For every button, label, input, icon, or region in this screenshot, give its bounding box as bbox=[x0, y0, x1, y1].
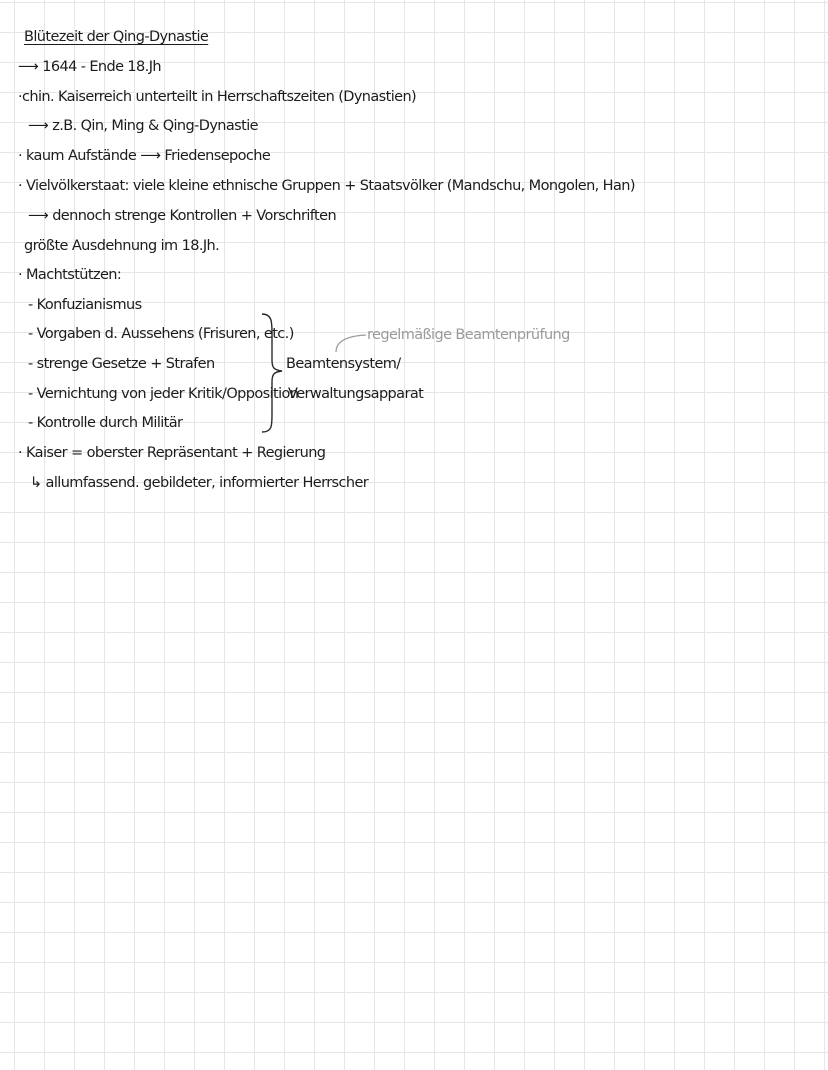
note-line: ⟶ 1644 - Ende 18.Jh bbox=[18, 59, 161, 75]
note-line: · Vielvölkerstaat: viele kleine ethnische Gruppen + Staatsvölker (Mandschu, Mongolen, Han) bbox=[18, 178, 635, 194]
note-line: ↳ allumfassend. gebildeter, informierter Herrscher bbox=[30, 475, 369, 491]
list-item: - Vernichtung von jeder Kritik/Opposition bbox=[28, 386, 299, 402]
note-line: · Machtstützen: bbox=[18, 267, 122, 283]
curved-arrow-icon bbox=[332, 332, 368, 354]
bracket-label: Beamtensystem/ bbox=[286, 356, 401, 372]
note-line: ·chin. Kaiserreich unterteilt in Herrschaftszeiten (Dynastien) bbox=[18, 89, 417, 105]
note-line: ⟶ dennoch strenge Kontrollen + Vorschriften bbox=[28, 208, 337, 224]
list-item: - strenge Gesetze + Strafen bbox=[28, 356, 215, 372]
list-item: - Konfuzianismus bbox=[28, 297, 142, 313]
note-line: ⟶ z.B. Qin, Ming & Qing-Dynastie bbox=[28, 118, 258, 134]
note-line: · Kaiser = oberster Repräsentant + Regierung bbox=[18, 445, 326, 461]
list-item: - Kontrolle durch Militär bbox=[28, 415, 183, 431]
note-line: · kaum Aufstände ⟶ Friedensepoche bbox=[18, 148, 271, 164]
note-line: größte Ausdehnung im 18.Jh. bbox=[24, 238, 220, 254]
side-note: regelmäßige Beamtenprüfung bbox=[367, 327, 570, 343]
bracket-label: Verwaltungsapparat bbox=[288, 386, 424, 402]
list-item: - Vorgaben d. Aussehens (Frisuren, etc.) bbox=[28, 326, 294, 342]
page-title: Blütezeit der Qing-Dynastie bbox=[24, 29, 209, 45]
brace-icon bbox=[258, 312, 288, 434]
